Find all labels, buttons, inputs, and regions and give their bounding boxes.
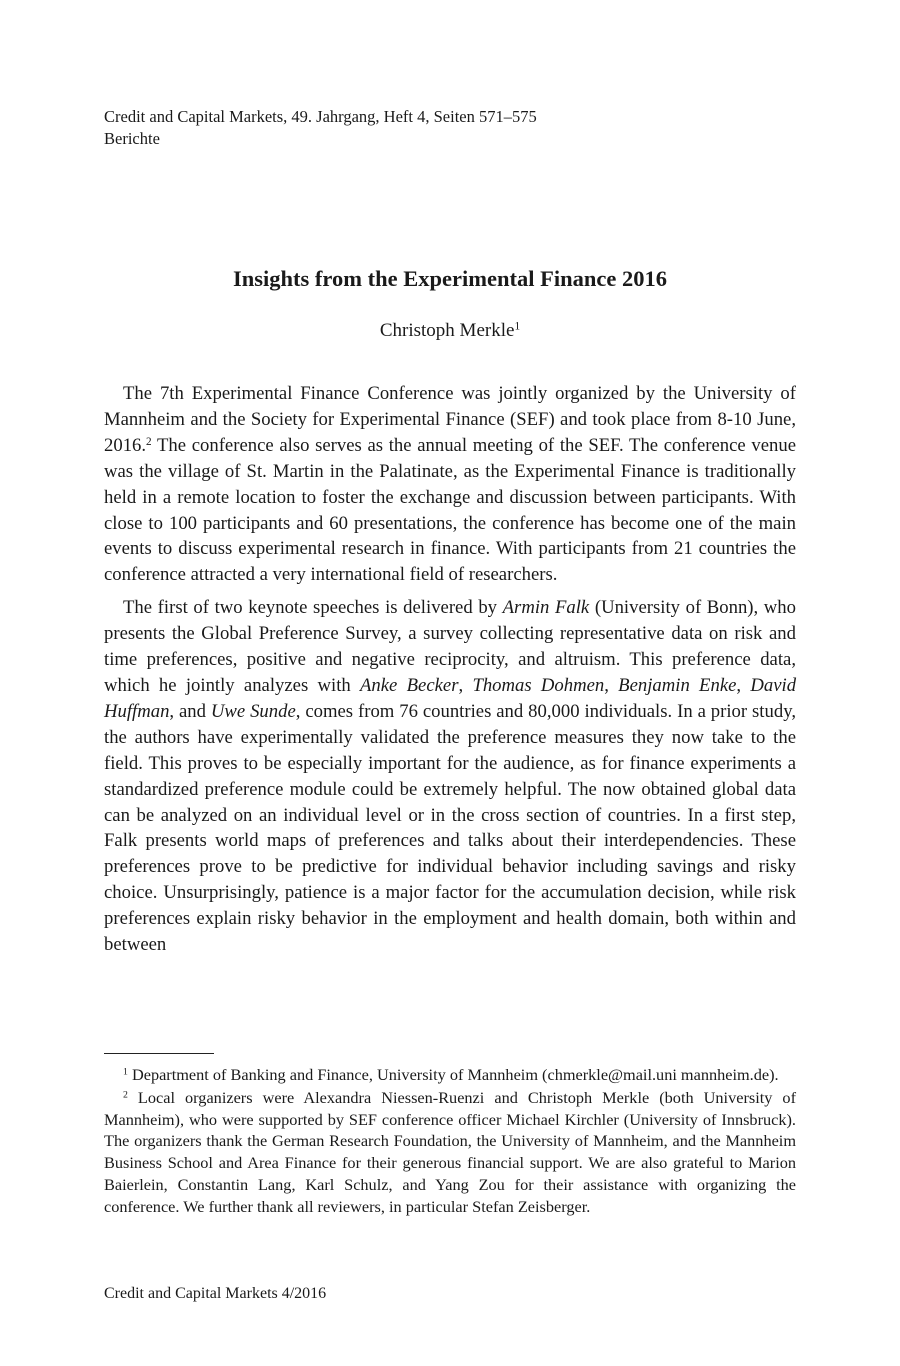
footnote-2 [104, 1087, 796, 1218]
person-name: Uwe Sunde [210, 700, 296, 722]
footnote-number: 2 [123, 1089, 128, 1101]
person-name: Thomas Dohmen [472, 674, 605, 696]
footnote-text: Department of Banking and Finance, University of Mannheim (chmerkle@mail.uni mannheim.de). [127, 1065, 779, 1084]
paragraph-2-part-a: The first of two keynote speeches is delivered by [123, 597, 503, 619]
name-separator: , [736, 674, 751, 696]
author-line [104, 318, 796, 344]
person-name: Armin Falk [502, 597, 590, 619]
footnote-1 [104, 1064, 796, 1086]
name-separator: , and [169, 700, 211, 722]
journal-footer: Credit and Capital Markets 4/2016 [104, 1285, 327, 1302]
paragraph-2-part-c: , comes from 76 countries and 80,000 individuals. In a prior study, the authors have experimentally validated the preference measures they now take to the field. This proves to be especially important for the audience, as for finance experiments a standardized preference module could be extremely helpful. The now obtained global data can be analyzed on an individual level or in the cross section of countries. In a first step, Falk presents world maps of preferences and talks about their interdependencies. These preferences prove to be predictive for individual behavior including savings and risky choice. Unsurprisingly, patience is a major factor for the accumulation decision, while risk preferences explain risky behavior in the employment and health domain, both within and between [104, 700, 796, 956]
person-name: Anke Becker [360, 674, 459, 696]
footnotes [104, 1064, 796, 1219]
paragraph-2 [104, 595, 796, 958]
journal-citation: Credit and Capital Markets, 49. Jahrgang, Heft 4, Seiten 571–575 [104, 107, 537, 126]
section-label: Berichte [104, 129, 160, 148]
journal-header [104, 106, 537, 150]
paragraph-1 [104, 381, 796, 588]
person-name: David Huffman [104, 674, 797, 722]
paragraph-1-part-b: The conference also serves as the annual meeting of the SEF. The conference venue was the village of St. Martin in the Palatinate, as the Experimental Finance is traditionally held in a remote location to foster the exchange and discussion between participants. With close to 100 participants and 60 presentations, the conference has become one of the main events to discuss experimental research in finance. With participants from 21 countries the conference attracted a very international field of researchers. [104, 434, 796, 586]
paragraph-1-part-a: The 7th Experimental Finance Conference was jointly organized by the University of Mannheim and the Society for Experimental Finance (SEF) and took place from 8-10 June, 2016. [104, 383, 796, 456]
article-title: Insights from the Experimental Finance 2016 [233, 266, 667, 291]
name-separator: , [458, 674, 473, 696]
footnote-marker-2[interactable]: 2 [146, 435, 152, 448]
footnote-text: Local organizers were Alexandra Niessen-Ruenzi and Christoph Merkle (both University of Mannheim), who were supported by SEF conference officer Michael Kirchler (University of Innsbruck). The organizers thank the German Research Foundation, the University of Mannheim, and the Mannheim Business School and Area Finance for their generous financial support. We are also grateful to Marion Baierlein, Constantin Lang, Karl Schulz, and Yang Zou for their assistance with organizing the conference. We further thank all reviewers, in particular Stefan Zeisberger. [104, 1087, 796, 1216]
article-body [104, 381, 796, 965]
name-separator: , [604, 674, 619, 696]
author-name: Christoph Merkle [379, 320, 515, 341]
person-name: Benjamin Enke [618, 674, 737, 696]
footnote-number: 1 [123, 1066, 128, 1078]
paragraph-2-part-b: (University of Bonn), who presents the Global Preference Survey, a survey collecting representative data on risk and time preferences, positive and negative reciprocity, and altruism. This preference data, which he jointly analyzes with [104, 597, 796, 696]
footnote-divider [104, 1053, 214, 1054]
author-footnote-marker[interactable]: 1 [514, 320, 521, 333]
